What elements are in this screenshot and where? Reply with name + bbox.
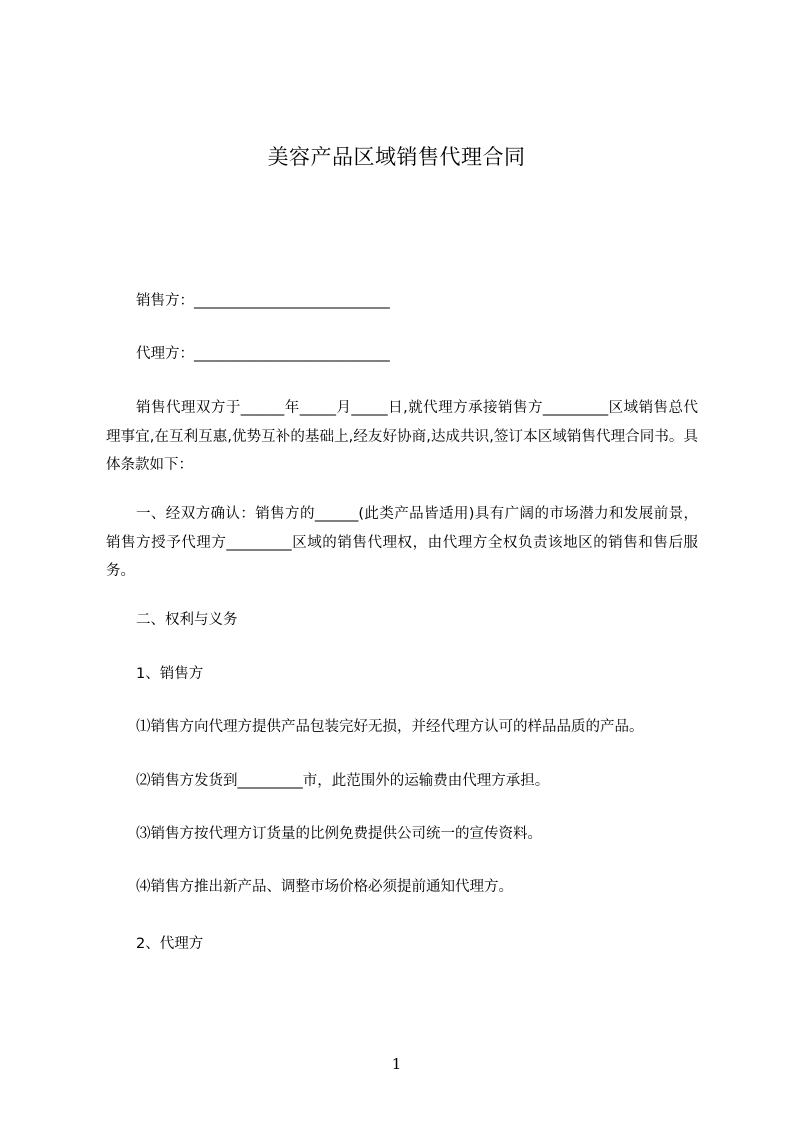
seller-item-3: ⑶销售方按代理方订货量的比例免费提供公司统一的宣传资料。 (136, 826, 542, 842)
document-title: 美容产品区域销售代理合同 (267, 145, 526, 169)
agent-section-heading: 2、代理方 (136, 936, 204, 952)
seller-item-4: ⑷销售方推出新产品、调整市场价格必须提前通知代理方。 (136, 879, 513, 895)
agent-party-line: 代理方：___________________________ (136, 346, 390, 362)
seller-section-heading: 1、销售方 (136, 666, 204, 682)
clause-1-paragraph: 一、经双方确认：销售方的______(此类产品皆适用)具有广阔的市场潜力和发展前景，销售方授予代理方_________区域的销售代理权，由代理方全权负责该地区的销售和售后服务。 (106, 506, 698, 579)
seller-item-1: ⑴销售方向代理方提供产品包装完好无损，并经代理方认可的样品品质的产品。 (136, 719, 644, 735)
intro-paragraph: 销售代理双方于______年_____月_____日,就代理方承接销售方_________区域销售总代理事宜,在互利互惠,优势互补的基础上,经友好协商,达成共识,签订本区域销售代理合同书。具体条款如下： (106, 400, 698, 473)
page-number: 1 (391, 1055, 402, 1073)
clause-2-heading: 二、权利与义务 (136, 612, 238, 628)
seller-party-line: 销售方：___________________________ (136, 293, 390, 309)
seller-item-2: ⑵销售方发货到_________市，此范围外的运输费由代理方承担。 (136, 773, 550, 789)
